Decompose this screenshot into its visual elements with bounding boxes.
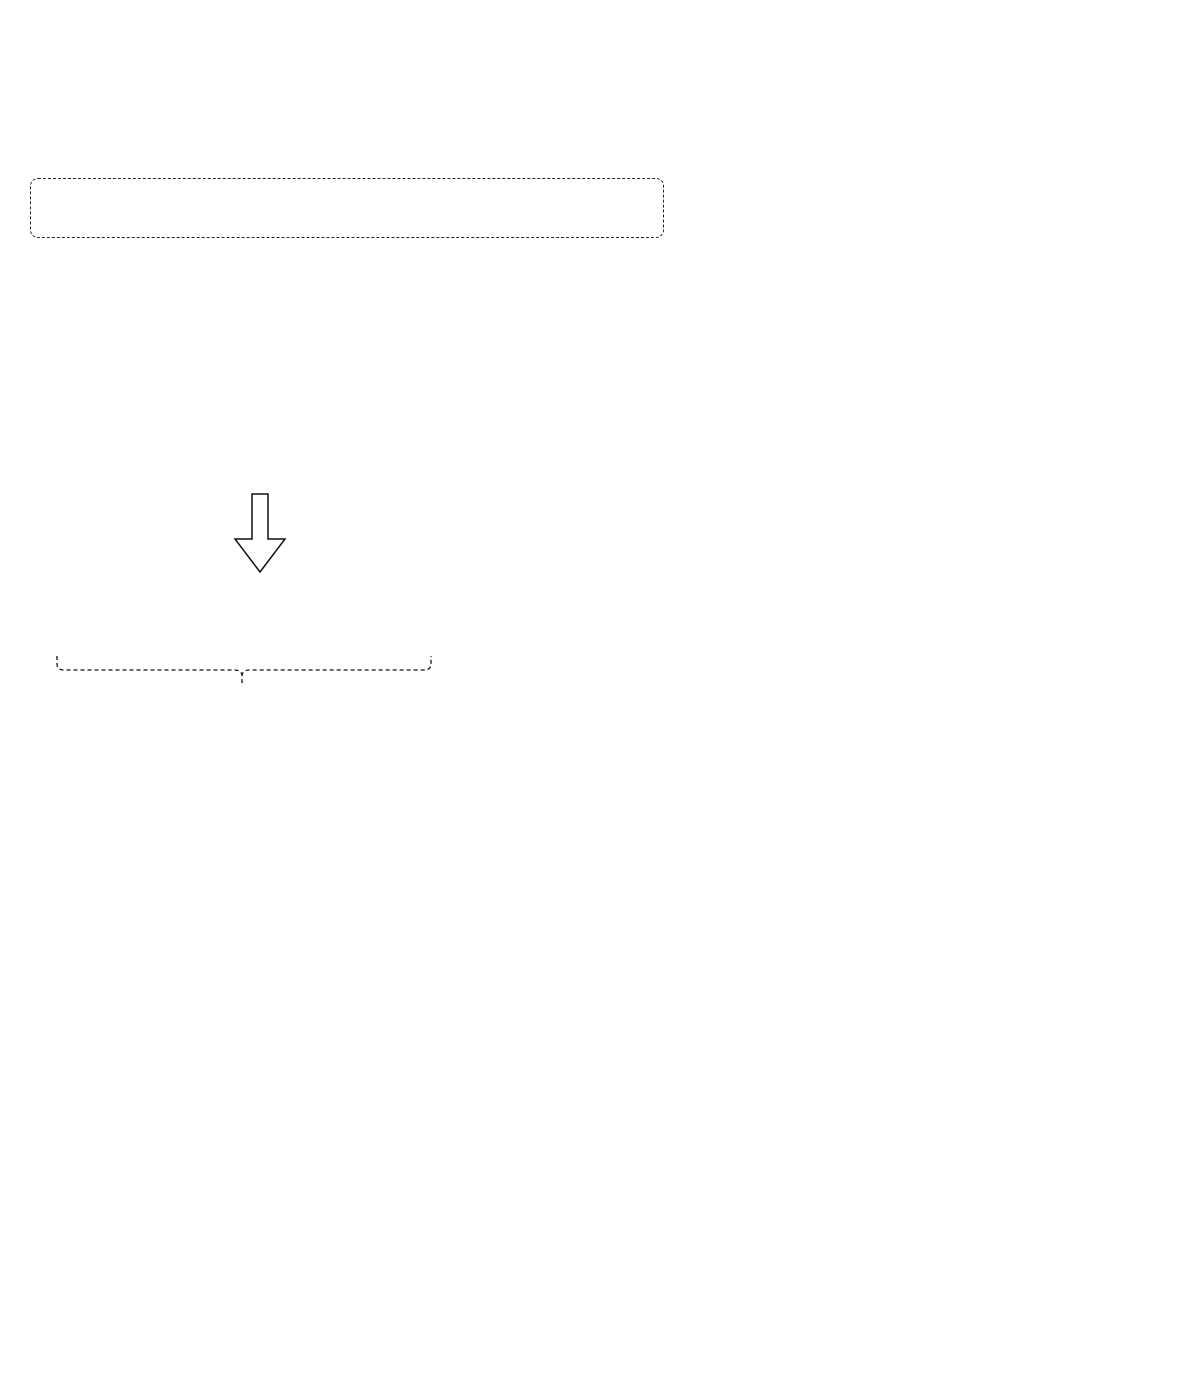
append-code-box xyxy=(30,178,664,238)
slice-b-brace xyxy=(54,654,438,688)
down-arrow-icon xyxy=(232,493,288,575)
